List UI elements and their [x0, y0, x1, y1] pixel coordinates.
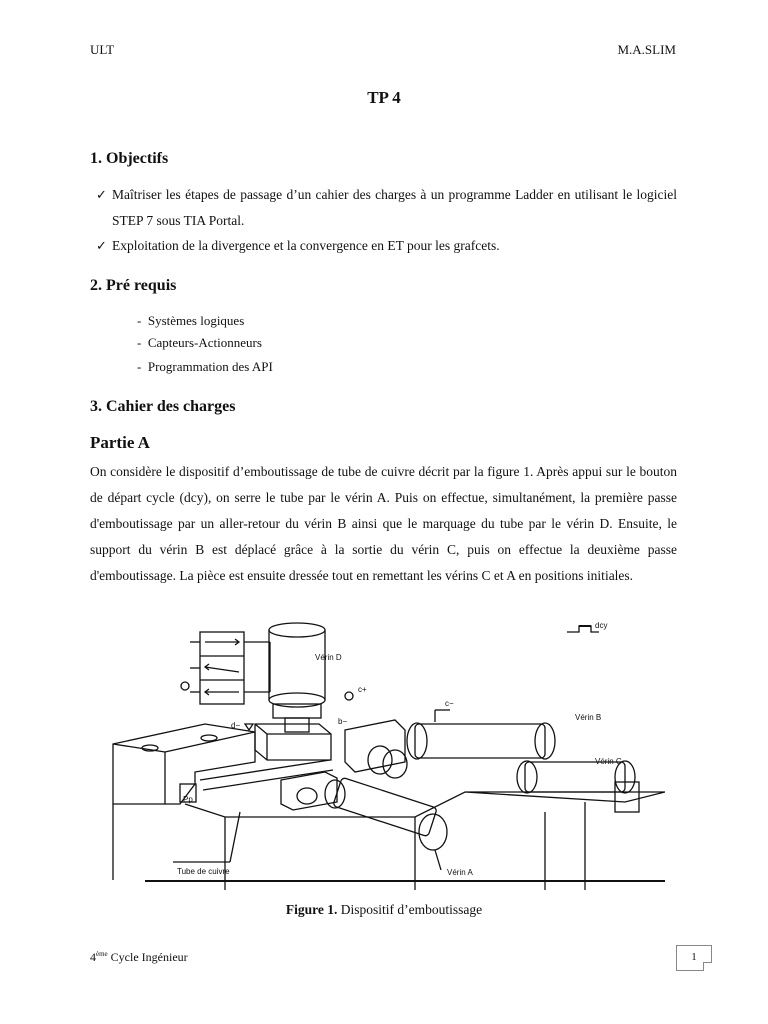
label-c-minus: c−: [445, 699, 454, 708]
verin-b-icon: [407, 710, 555, 759]
verin-d-icon: [269, 623, 325, 732]
objectif-item: ✓ Exploitation de la divergence et la convergence en ET pour les grafcets.: [112, 233, 677, 259]
verin-c-icon: [517, 761, 639, 812]
label-verin-c: Vérin C: [595, 757, 622, 766]
objectif-item: ✓ Maîtriser les étapes de passage d’un cahier des charges à un programme Ladder en utilisant le logiciel STEP 7 sous TIA Portal.: [112, 182, 677, 234]
page-number: 1: [676, 945, 712, 971]
cahier-paragraph: On considère le dispositif d’emboutissage de tube de cuivre décrit par la figure 1. Après appui sur le bouton de départ cycle (dcy), on serre le tube par le vérin A. Puis on effectue, simultanément, la première passe d'emboutissage par un aller-retour du vérin B ainsi que le marquage du tube par le vérin D. Ensuite, le support du vérin B est déplacé grâce à la sortie du vérin C, puis on effectue la deuxième passe d'emboutissage. La pièce est ensuite dressée tout en remettant les vérins C et A en positions initiales.: [90, 464, 677, 583]
section-objectifs-heading: 1. Objectifs: [90, 150, 169, 167]
header-left: ULT: [90, 42, 115, 57]
label-c-plus: c+: [358, 685, 367, 694]
section-cahier-heading: 3. Cahier des charges: [90, 398, 236, 415]
partie-a-heading: Partie A: [90, 433, 150, 452]
clamp-block-icon: [113, 724, 255, 804]
label-d-minus: d−: [231, 721, 241, 730]
verin-a-icon: [325, 777, 447, 850]
header-right: M.A.SLIM: [617, 42, 676, 57]
figure-emboutissage: [105, 612, 665, 890]
prerequis-item: - Systèmes logiques: [137, 313, 245, 328]
prerequis-item: - Programmation des API: [137, 359, 273, 374]
distributor-valve-icon: [181, 632, 270, 704]
label-dcy: dcy: [595, 621, 608, 630]
label-pp: Pp: [183, 795, 193, 804]
label-tube: Tube de cuivre: [177, 867, 230, 876]
label-verin-b: Vérin B: [575, 713, 602, 722]
label-b-minus: b−: [338, 717, 348, 726]
label-verin-d: Vérin D: [315, 653, 342, 662]
page-title: TP 4: [367, 88, 401, 107]
label-verin-a: Vérin A: [447, 868, 473, 877]
prerequis-item: - Capteurs-Actionneurs: [137, 335, 262, 350]
checkmark-icon: ✓: [96, 187, 107, 202]
figure-caption: Figure 1. Dispositif d’emboutissage: [285, 902, 483, 917]
section-prerequis-heading: 2. Pré requis: [90, 277, 177, 294]
footer-cycle: 4ème Cycle Ingénieur: [90, 950, 188, 964]
checkmark-icon: ✓: [96, 238, 107, 253]
